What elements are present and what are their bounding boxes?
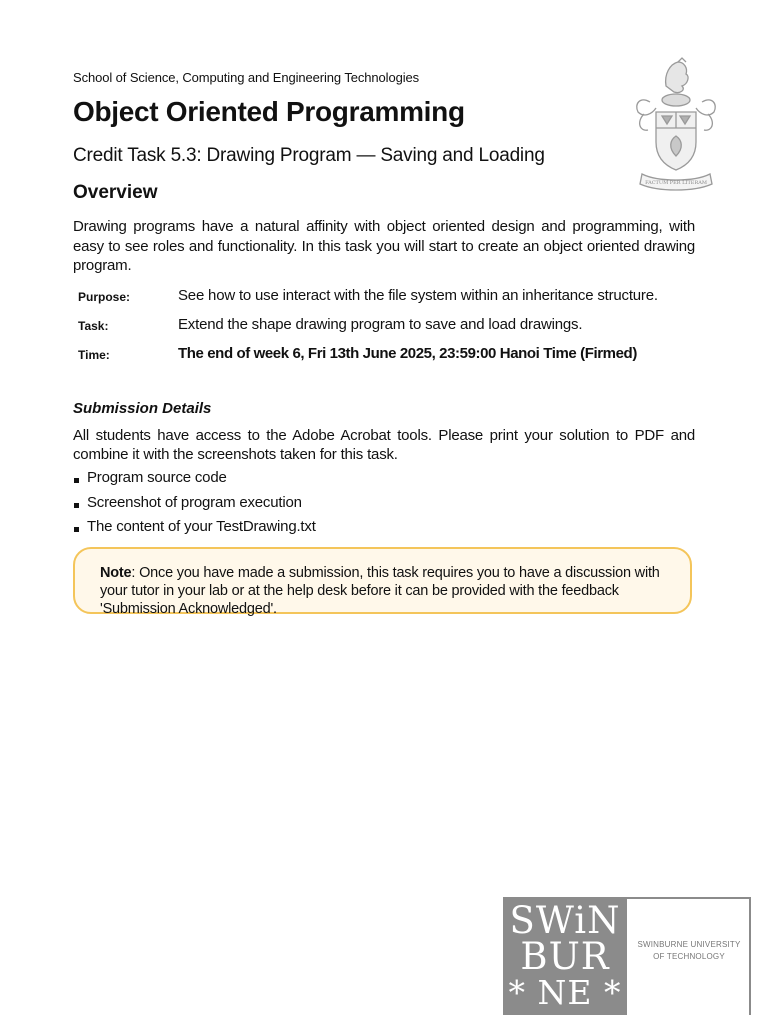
university-name-line-1: SWINBURNE UNIVERSITY: [637, 940, 741, 949]
logo-line-3: * NE *: [508, 973, 622, 1012]
school-name: School of Science, Computing and Engineering Technologies: [73, 70, 420, 85]
note-body: : Once you have made a submission, this task requires you to have a discussion with your tutor in your lab or at the help desk before it can be provided with the feedback 'Submission Acknowledged'.: [100, 565, 660, 617]
bullet-icon: [74, 503, 79, 508]
list-item: [73, 469, 316, 494]
submission-text: All students have access to the Adobe Acrobat tools. Please print your solution to PDF and combine it with the screenshots taken for this task.: [73, 427, 695, 463]
university-name-line-2: OF TECHNOLOGY: [653, 952, 725, 961]
overview-text: Drawing programs have a natural affinity with object oriented design and programming, with easy to see roles and functionality. In this task you will start to create an object oriented drawing program.: [73, 218, 695, 274]
submission-heading: Submission Details: [73, 400, 212, 417]
university-name: [627, 939, 751, 963]
time-value: The end of week 6, Fri 13th June 2025, 23:59:00 Hanoi Time (Firmed): [178, 345, 637, 362]
task-subtitle: Credit Task 5.3: Drawing Program — Saving and Loading: [73, 145, 545, 166]
purpose-value: See how to use interact with the file system within an inheritance structure.: [178, 287, 658, 304]
task-value: Extend the shape drawing program to save and load drawings.: [178, 316, 583, 333]
list-item: [73, 518, 316, 543]
logo-frame: [627, 897, 751, 1015]
logo-line-1: SWiN: [509, 899, 621, 942]
task-label: Task:: [78, 319, 109, 333]
crest-motto: FACTUM PER LITERAM: [645, 180, 707, 186]
overview-heading: Overview: [73, 182, 158, 203]
purpose-label: Purpose:: [78, 290, 131, 304]
note-box: [73, 547, 692, 617]
note-text: [100, 564, 675, 618]
university-crest-icon: [630, 56, 722, 216]
list-item-label: The content of your TestDrawing.txt: [87, 518, 316, 535]
submission-list: [73, 469, 316, 543]
logo-line-2: BUR: [520, 935, 610, 978]
list-item-label: Program source code: [87, 469, 227, 486]
list-item: [73, 494, 316, 519]
time-label: Time:: [78, 348, 110, 362]
page-title: Object Oriented Programming: [73, 96, 465, 127]
bullet-icon: [74, 527, 79, 532]
logo-wordmark: [503, 897, 627, 1015]
note-label: Note: [100, 565, 132, 581]
list-item-label: Screenshot of program execution: [87, 493, 302, 511]
bullet-icon: [74, 478, 79, 483]
